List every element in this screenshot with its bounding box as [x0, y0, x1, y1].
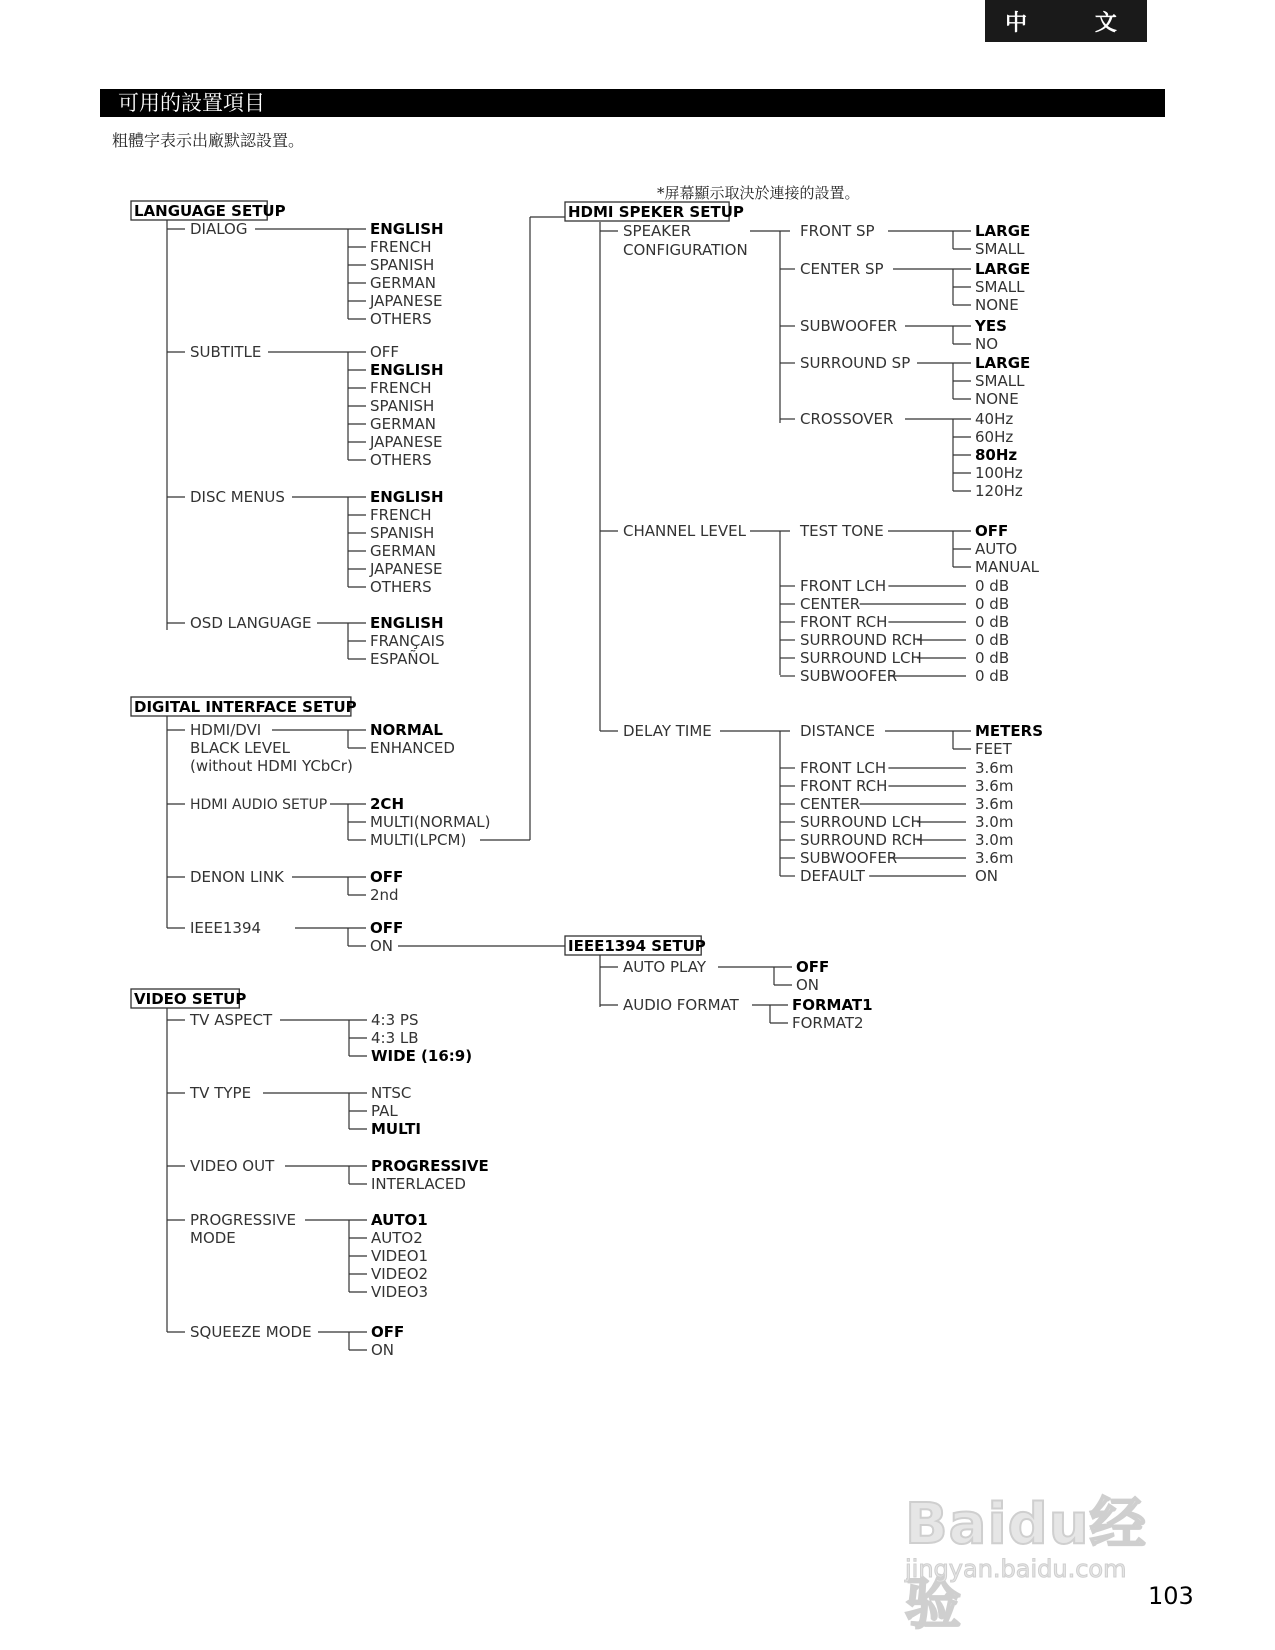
- surround-sp-option: LARGE: [975, 354, 1031, 372]
- tv-type-option: NTSC: [371, 1084, 412, 1102]
- center-sp-label: CENTER SP: [800, 260, 884, 278]
- subtitle-option: GERMAN: [370, 415, 436, 433]
- crossover-option: 80Hz: [975, 446, 1018, 464]
- channel-level-5-label: SURROUND LCH: [800, 649, 922, 667]
- channel-level-3-value: 0 dB: [975, 613, 1010, 631]
- video-out-label: VIDEO OUT: [190, 1157, 275, 1175]
- delay-5-label: SURROUND RCH: [800, 831, 924, 849]
- hdmi-dvi-option: NORMAL: [370, 721, 443, 739]
- delay-7-value: ON: [975, 867, 999, 885]
- delay-7-label: DEFAULT: [800, 867, 865, 885]
- denon-link-option: 2nd: [370, 886, 399, 904]
- delay-4-label: SURROUND LCH: [800, 813, 922, 831]
- crossover-label: CROSSOVER: [800, 410, 894, 428]
- audio-format-option: FORMAT2: [792, 1014, 864, 1032]
- center-sp-option: SMALL: [975, 278, 1025, 296]
- osd-language-label: OSD LANGUAGE: [190, 614, 312, 632]
- hdmi-dvi-label: HDMI/DVI: [190, 721, 262, 739]
- channel-level-5-value: 0 dB: [975, 649, 1010, 667]
- front-sp-label: FRONT SP: [800, 222, 875, 240]
- test-tone-option: OFF: [975, 522, 1009, 540]
- squeeze-mode-option: ON: [371, 1341, 395, 1359]
- delay-4-value: 3.0m: [975, 813, 1014, 831]
- auto-play-option: ON: [796, 976, 820, 994]
- dialog-option: JAPANESE: [370, 292, 443, 310]
- auto-play-label: AUTO PLAY: [623, 958, 706, 976]
- subtitle-option: JAPANESE: [370, 433, 443, 451]
- section-title: 可用的設置項目: [100, 89, 1165, 117]
- screen-note: *屏幕顯示取決於連接的設置。: [657, 184, 860, 202]
- delay-2-value: 3.6m: [975, 777, 1014, 795]
- language-setup-title: LANGUAGE SETUP: [134, 202, 286, 220]
- channel-level-3-label: FRONT RCH: [800, 613, 888, 631]
- watermark-logo: Baidu经验: [905, 1492, 1147, 1637]
- tv-aspect-label: TV ASPECT: [190, 1011, 273, 1029]
- delay-3-value: 3.6m: [975, 795, 1014, 813]
- osd-language-option: ESPAÑOL: [370, 650, 439, 668]
- crossover-option: 100Hz: [975, 464, 1023, 482]
- tv-type-label: TV TYPE: [190, 1084, 252, 1102]
- channel-level-1-label: FRONT LCH: [800, 577, 887, 595]
- center-sp-option: LARGE: [975, 260, 1031, 278]
- subtitle-option: ENGLISH: [370, 361, 444, 379]
- progressive-mode-option: VIDEO2: [371, 1265, 429, 1283]
- auto-play-option: OFF: [796, 958, 830, 976]
- dialog-option: OTHERS: [370, 310, 432, 328]
- tv-aspect-option: WIDE (16:9): [371, 1047, 473, 1065]
- osd-language-option: FRANÇAIS: [370, 632, 445, 650]
- hdmi-speaker-title: HDMI SPEKER SETUP: [568, 203, 744, 221]
- subwoofer-label: SUBWOOFER: [800, 317, 898, 335]
- front-sp-option: SMALL: [975, 240, 1025, 258]
- ieee1394-label: IEEE1394: [190, 919, 262, 937]
- tv-aspect-option: 4:3 LB: [371, 1029, 419, 1047]
- subwoofer-option: YES: [975, 317, 1007, 335]
- speaker-configuration-label: SPEAKER: [623, 222, 692, 240]
- surround-sp-option: SMALL: [975, 372, 1025, 390]
- channel-level-4-value: 0 dB: [975, 631, 1010, 649]
- subwoofer-option: NO: [975, 335, 999, 353]
- test-tone-option: MANUAL: [975, 558, 1040, 576]
- progressive-mode-label: MODE: [190, 1229, 236, 1247]
- hdmi-audio-option: MULTI(LPCM): [370, 831, 467, 849]
- channel-level-label: CHANNEL LEVEL: [623, 522, 746, 540]
- disc-menus-option: OTHERS: [370, 578, 432, 596]
- ieee1394-option: ON: [370, 937, 394, 955]
- surround-sp-label: SURROUND SP: [800, 354, 911, 372]
- delay-1-value: 3.6m: [975, 759, 1014, 777]
- delay-5-value: 3.0m: [975, 831, 1014, 849]
- progressive-mode-option: VIDEO1: [371, 1247, 429, 1265]
- subtitle-label: SUBTITLE: [190, 343, 262, 361]
- delay-2-label: FRONT RCH: [800, 777, 888, 795]
- dialog-option: ENGLISH: [370, 220, 444, 238]
- page-number: 103: [1148, 1582, 1194, 1610]
- disc-menus-option: JAPANESE: [370, 560, 443, 578]
- speaker-configuration-label: CONFIGURATION: [623, 241, 748, 259]
- video-out-option: INTERLACED: [371, 1175, 466, 1193]
- channel-level-6-value: 0 dB: [975, 667, 1010, 685]
- language-tab: 中 文: [985, 0, 1147, 42]
- watermark-url: jingyan.baidu.com: [905, 1555, 1127, 1583]
- progressive-mode-option: VIDEO3: [371, 1283, 429, 1301]
- hdmi-audio-option: MULTI(NORMAL): [370, 813, 491, 831]
- subtitle-option: FRENCH: [370, 379, 432, 397]
- hdmi-dvi-label: BLACK LEVEL: [190, 739, 290, 757]
- delay-3-label: CENTER: [800, 795, 861, 813]
- channel-level-2-label: CENTER: [800, 595, 861, 613]
- video-setup-title: VIDEO SETUP: [134, 990, 247, 1008]
- delay-6-value: 3.6m: [975, 849, 1014, 867]
- bold-default-note: 粗體字表示出廠默認設置。: [112, 131, 305, 150]
- subtitle-option: OFF: [370, 343, 400, 361]
- crossover-option: 40Hz: [975, 410, 1014, 428]
- distance-option: FEET: [975, 740, 1012, 758]
- dialog-option: SPANISH: [370, 256, 435, 274]
- denon-link-option: OFF: [370, 868, 404, 886]
- audio-format-label: AUDIO FORMAT: [623, 996, 739, 1014]
- crossover-option: 60Hz: [975, 428, 1014, 446]
- front-sp-option: LARGE: [975, 222, 1031, 240]
- disc-menus-option: ENGLISH: [370, 488, 444, 506]
- dialog-option: GERMAN: [370, 274, 436, 292]
- disc-menus-option: SPANISH: [370, 524, 435, 542]
- progressive-mode-option: AUTO2: [371, 1229, 423, 1247]
- test-tone-option: AUTO: [975, 540, 1018, 558]
- channel-level-1-value: 0 dB: [975, 577, 1010, 595]
- delay-time-label: DELAY TIME: [623, 722, 712, 740]
- disc-menus-option: GERMAN: [370, 542, 436, 560]
- subtitle-option: OTHERS: [370, 451, 432, 469]
- delay-6-label: SUBWOOFER: [800, 849, 898, 867]
- dialog-option: FRENCH: [370, 238, 432, 256]
- hdmi-audio-option: 2CH: [370, 795, 404, 813]
- hdmi-dvi-label: (without HDMI YCbCr): [190, 757, 353, 775]
- video-out-option: PROGRESSIVE: [371, 1157, 489, 1175]
- crossover-option: 120Hz: [975, 482, 1023, 500]
- tv-type-option: PAL: [371, 1102, 398, 1120]
- channel-level-4-label: SURROUND RCH: [800, 631, 924, 649]
- hdmi-dvi-option: ENHANCED: [370, 739, 455, 757]
- dialog-label: DIALOG: [190, 220, 248, 238]
- test-tone-label: TEST TONE: [800, 522, 884, 540]
- disc-menus-label: DISC MENUS: [190, 488, 285, 506]
- channel-level-2-value: 0 dB: [975, 595, 1010, 613]
- squeeze-mode-option: OFF: [371, 1323, 405, 1341]
- center-sp-option: NONE: [975, 296, 1019, 314]
- progressive-mode-label: PROGRESSIVE: [190, 1211, 297, 1229]
- tv-type-option: MULTI: [371, 1120, 421, 1138]
- denon-link-label: DENON LINK: [190, 868, 284, 886]
- delay-1-label: FRONT LCH: [800, 759, 887, 777]
- ieee1394-setup-title: IEEE1394 SETUP: [568, 937, 706, 955]
- progressive-mode-option: AUTO1: [371, 1211, 428, 1229]
- squeeze-mode-label: SQUEEZE MODE: [190, 1323, 312, 1341]
- surround-sp-option: NONE: [975, 390, 1019, 408]
- osd-language-option: ENGLISH: [370, 614, 444, 632]
- disc-menus-option: FRENCH: [370, 506, 432, 524]
- digital-interface-title: DIGITAL INTERFACE SETUP: [134, 698, 357, 716]
- subtitle-option: SPANISH: [370, 397, 435, 415]
- channel-level-6-label: SUBWOOFER: [800, 667, 898, 685]
- hdmi-audio-label: HDMI AUDIO SETUP: [190, 797, 328, 813]
- ieee1394-option: OFF: [370, 919, 404, 937]
- distance-option: METERS: [975, 722, 1044, 740]
- distance-label: DISTANCE: [800, 722, 875, 740]
- tv-aspect-option: 4:3 PS: [371, 1011, 419, 1029]
- audio-format-option: FORMAT1: [792, 996, 873, 1014]
